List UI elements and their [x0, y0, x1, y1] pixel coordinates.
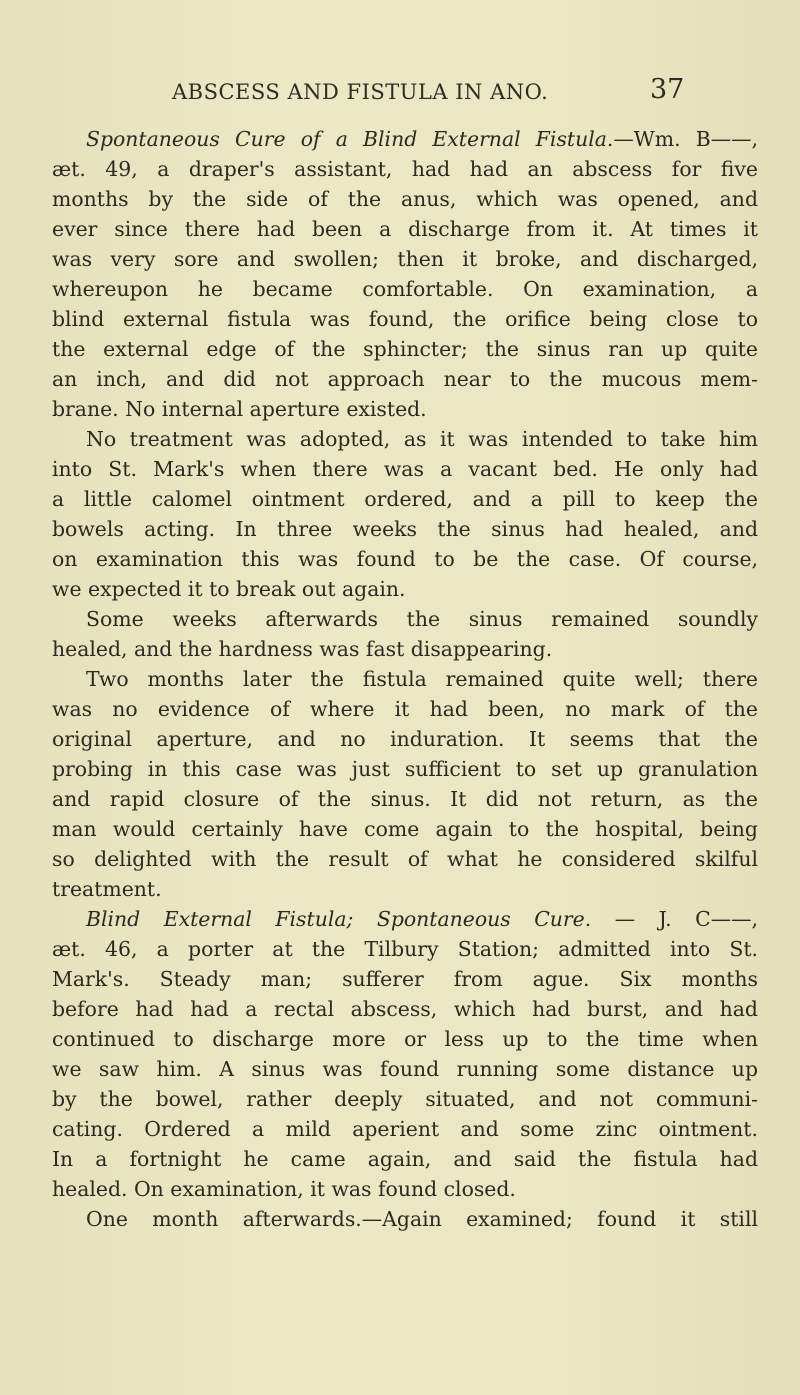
text-line: on examination this was found to be the case. Of course, [52, 547, 758, 571]
text-line: was no evidence of where it had been, no mark of the [52, 697, 758, 721]
text-line: original aperture, and no induration. It seems that the [52, 727, 758, 751]
text-line: and rapid closure of the sinus. It did not return, as the [52, 787, 758, 811]
paragraph [52, 904, 758, 1204]
paragraph [52, 424, 758, 604]
text-line: Two months later the fistula remained quite well; there [86, 667, 758, 691]
paragraph [52, 604, 758, 664]
text-line: In a fortnight he came again, and said the fistula had [52, 1147, 758, 1171]
text-line: so delighted with the result of what he considered skilful [52, 847, 758, 871]
text-line: No treatment was adopted, as it was intended to take him [86, 427, 758, 451]
text-line: healed. On examination, it was found closed. [52, 1177, 516, 1201]
text-line: into St. Mark's when there was a vacant bed. He only had [52, 457, 758, 481]
text-line: months by the side of the anus, which was opened, and [52, 187, 758, 211]
text-line: Mark's. Steady man; sufferer from ague. Six months [52, 967, 758, 991]
text-line: whereupon he became comfortable. On examination, a [52, 277, 758, 301]
text-line: Some weeks afterwards the sinus remained soundly [86, 607, 758, 631]
text-line: probing in this case was just sufficient to set up granulation [52, 757, 758, 781]
text-line: we expected it to break out again. [52, 577, 406, 601]
case-heading: Spontaneous Cure of a Blind External Fistula. [86, 127, 614, 151]
text-line: Blind External Fistula; Spontaneous Cure. — J. C——, [86, 907, 758, 931]
text-line: healed, and the hardness was fast disappearing. [52, 637, 553, 661]
paragraph [52, 664, 758, 904]
body-text [52, 124, 758, 1234]
text-line: an inch, and did not approach near to the mucous mem- [52, 367, 758, 391]
text-line: æt. 46, a porter at the Tilbury Station; admitted into St. [52, 937, 758, 961]
running-head-title: ABSCESS AND FISTULA IN ANO. [172, 80, 549, 104]
text-line: bowels acting. In three weeks the sinus had healed, and [52, 517, 758, 541]
running-head [0, 74, 800, 114]
text-line: Spontaneous Cure of a Blind External Fistula.—Wm. B——, [86, 127, 758, 151]
text-line: was very sore and swollen; then it broke, and discharged, [52, 247, 758, 271]
text-line: brane. No internal aperture existed. [52, 397, 427, 421]
text-line: ever since there had been a discharge from it. At times it [52, 217, 758, 241]
text-line: treatment. [52, 877, 162, 901]
text-line: cating. Ordered a mild aperient and some zinc ointment. [52, 1117, 758, 1141]
paragraph [52, 124, 758, 424]
text-line: a little calomel ointment ordered, and a pill to keep the [52, 487, 758, 511]
text-line: One month afterwards.—Again examined; found it still [86, 1207, 758, 1231]
text-line: we saw him. A sinus was found running some distance up [52, 1057, 758, 1081]
text-line: by the bowel, rather deeply situated, and not communi- [52, 1087, 758, 1111]
text-line: æt. 49, a draper's assistant, had had an abscess for five [52, 157, 758, 181]
text-line: before had had a rectal abscess, which had burst, and had [52, 997, 758, 1021]
case-heading: Blind External Fistula; Spontaneous Cure. [86, 907, 592, 931]
page-number: 37 [650, 74, 685, 105]
paragraph [52, 1204, 758, 1234]
text-line: man would certainly have come again to the hospital, being [52, 817, 758, 841]
text-line: the external edge of the sphincter; the sinus ran up quite [52, 337, 758, 361]
text-line: blind external fistula was found, the orifice being close to [52, 307, 758, 331]
text-line: continued to discharge more or less up to the time when [52, 1027, 758, 1051]
